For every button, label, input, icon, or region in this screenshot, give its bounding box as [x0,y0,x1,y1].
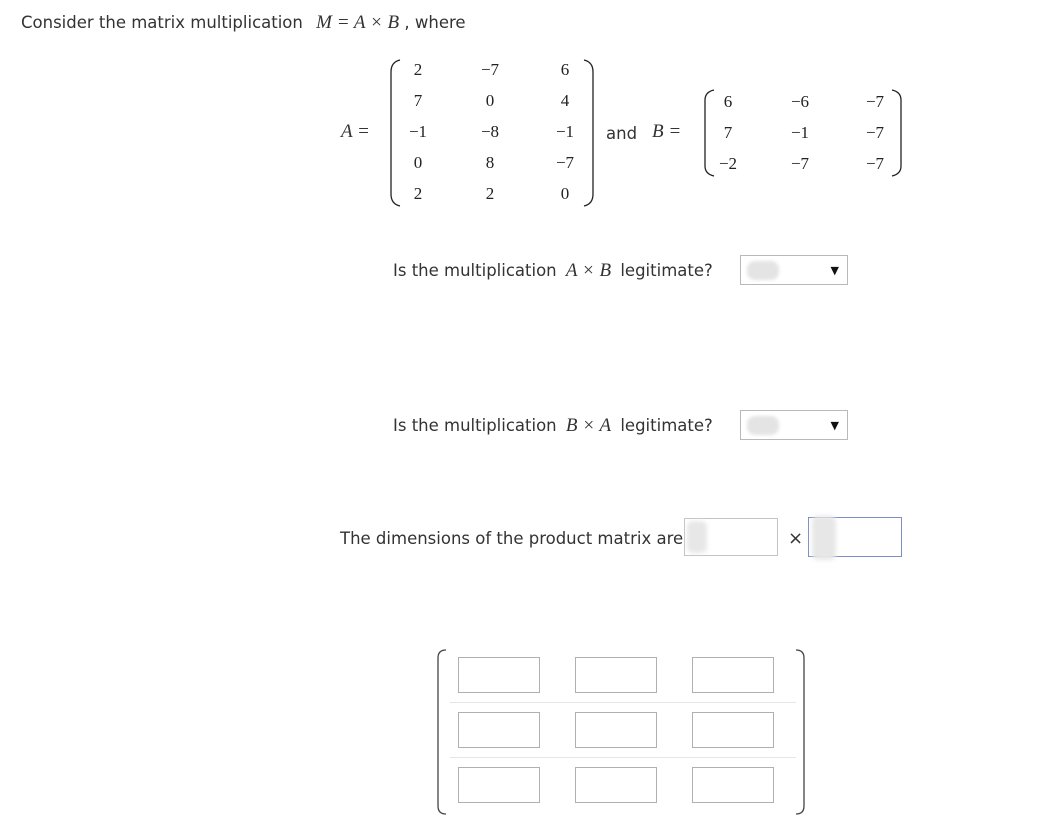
matrix-a-cell: 2 [413,60,423,79]
chevron-down-icon: ▼ [830,264,839,277]
redacted-selection [747,416,779,435]
matrix-b-cell: 6 [723,92,733,111]
intro-line [21,12,466,34]
redacted-selection [747,261,779,280]
row-divider [450,757,796,758]
product-matrix-cell-input[interactable] [575,712,657,748]
matrix-b-cell: −7 [865,92,885,111]
chevron-down-icon: ▼ [830,419,839,432]
matrix-a-cell: 6 [560,60,570,79]
product-matrix-cell-input[interactable] [575,767,657,803]
question-b-times-a-suffix: legitimate? [620,416,713,435]
matrix-b-cell: −6 [790,92,810,111]
product-matrix-left-bracket [436,648,448,816]
matrix-b-cell: −7 [790,154,810,173]
intro-equation: M = A × B [316,12,400,33]
columns-dimension-input[interactable] [808,517,902,557]
matrix-a-label: A = [341,121,370,142]
matrix-a-cell: −1 [555,122,575,141]
intro-text: Consider the matrix multiplication [21,13,303,32]
and-text: and [606,124,638,143]
rows-dimension-input[interactable] [684,518,778,556]
matrix-b-cell: −7 [865,154,885,173]
matrix-a-cell: 4 [560,91,570,110]
product-matrix-cell-input[interactable] [458,767,540,803]
product-matrix-cell-input[interactable] [575,657,657,693]
question-a-times-b-text: Is the multiplication [393,261,557,280]
redacted-value [812,516,836,560]
matrix-b-label: B = [652,121,682,142]
matrix-b-cell: 7 [723,123,733,142]
row-divider [450,702,796,703]
product-matrix-cell-input[interactable] [692,657,774,693]
question-a-times-b-suffix: legitimate? [620,261,713,280]
intro-where: , where [404,13,466,32]
question-a-times-b [393,260,713,282]
matrix-a-cell: 0 [560,184,570,203]
question-b-times-a-expr: B × A [565,415,612,436]
matrix-a-cell: −1 [408,122,428,141]
product-matrix-right-bracket [794,648,806,816]
times-symbol: × [788,528,804,549]
dimensions-question: The dimensions of the product matrix are [340,529,684,548]
b-times-a-legitimate-select[interactable] [740,410,848,440]
product-matrix-cell-input[interactable] [458,657,540,693]
question-b-times-a [393,415,713,437]
matrix-a-cell: 8 [485,153,495,172]
matrix-a-cell: 0 [485,91,495,110]
matrix-a-cell: −8 [480,122,500,141]
a-times-b-legitimate-select[interactable] [740,255,848,285]
question-a-times-b-expr: A × B [565,260,612,281]
question-b-times-a-text: Is the multiplication [393,416,557,435]
matrix-b-cell: −1 [790,123,810,142]
matrix-b-cell: −7 [865,123,885,142]
matrix-a-cell: 0 [413,153,423,172]
product-matrix-cell-input[interactable] [692,767,774,803]
matrix-a-cell: 7 [413,91,423,110]
matrix-a-cell: 2 [413,184,423,203]
redacted-value [687,521,707,553]
matrix-a-cell: −7 [555,153,575,172]
product-matrix-cell-input[interactable] [692,712,774,748]
product-matrix-cell-input[interactable] [458,712,540,748]
matrix-b-cell: −2 [718,154,738,173]
matrix-a-cell: −7 [480,60,500,79]
matrix-a-cell: 2 [485,184,495,203]
